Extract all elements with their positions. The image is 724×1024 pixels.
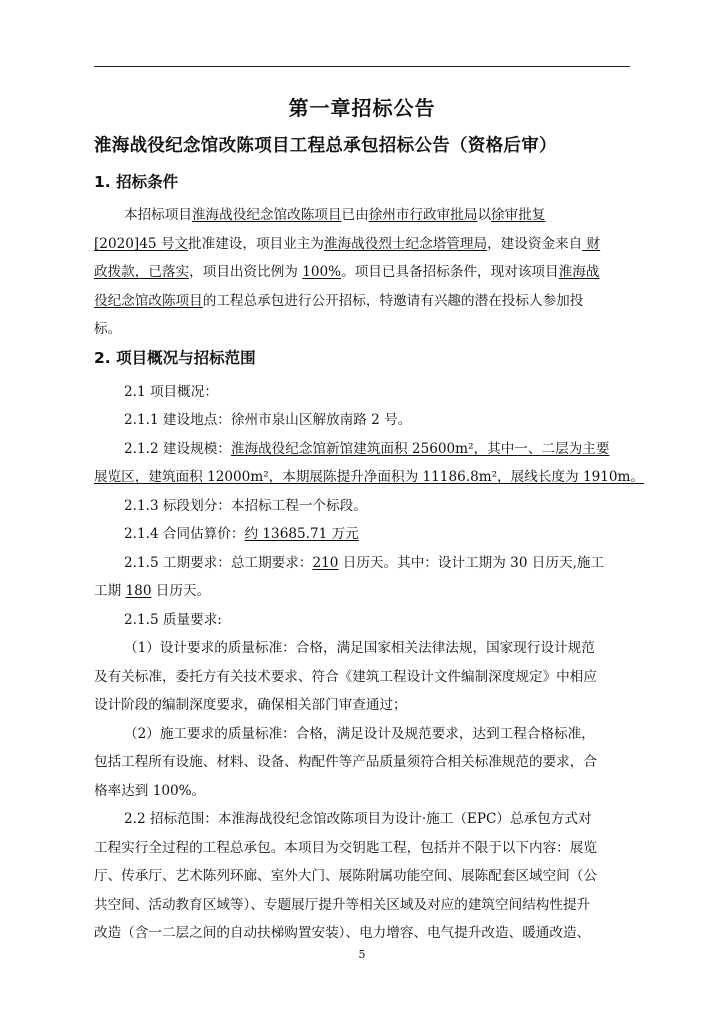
text: 的工程总承包进行公开招标，特邀请有兴趣的潜在投标人参加投 <box>202 293 584 309</box>
total-days: 210 <box>312 555 339 571</box>
paragraph-line <box>94 260 599 280</box>
text: 2.1.1 建设地点： <box>124 412 231 428</box>
text: 。项目已具备招标条件，现对该项目 <box>341 264 559 280</box>
announcement-title: 淮海战役纪念馆改陈项目工程总承包招标公告（资格后审） <box>94 136 557 156</box>
paragraph-line: 及有关标准，委托方有关技术要求、符合《建筑工程设计文件编制深度规定》中相应 <box>94 669 597 685</box>
text: 日历天。 <box>151 583 211 599</box>
quality-label: 2.1.5 质量要求: <box>124 612 222 628</box>
paragraph-line: 包括工程所有设施、材料、设备、构配件等产品质量须符合相关标准规范的要求，合 <box>94 754 597 770</box>
fund-source-cont: 政拨款，已落实 <box>94 264 190 280</box>
scale-line <box>94 465 644 485</box>
paragraph-line: 设计阶段的编制深度要求，确保相关部门审查通过； <box>94 697 407 713</box>
text: ，建设资金来自 <box>487 236 583 252</box>
approval-doc: 徐审批复 <box>491 207 546 223</box>
overview-label: 2.1 项目概况： <box>124 384 218 400</box>
chapter-title: 第一章招标公告 <box>288 96 436 120</box>
text: 工期 <box>94 583 126 599</box>
approval-authority: 徐州市行政审批局 <box>368 207 478 223</box>
paragraph-line: 共空间、活动教育区域等）、专题展厅提升等相关区域及对应的建筑空间结构性提升 <box>94 897 591 913</box>
section-1-heading: 1. 招标条件 <box>94 173 179 191</box>
project-name: 淮海战 <box>558 264 600 280</box>
paragraph-line: （2）施工要求的质量标准：合格，满足设计及规范要求，达到工程合格标准， <box>124 726 595 742</box>
funding-ratio: 100% <box>302 264 342 280</box>
period-line <box>94 579 210 599</box>
text: 以 <box>477 207 492 223</box>
period-line <box>124 551 604 571</box>
lots-line: 2.1.3 标段划分：本招标工程一个标段。 <box>124 498 367 514</box>
paragraph-line: 工程实行全过程的工程总承包。本项目为交钥匙工程，包括并不限于以下内容：展览 <box>94 840 597 856</box>
price-value: 约 13685.71 万元 <box>244 526 359 542</box>
section-2-heading: 2. 项目概况与招标范围 <box>94 349 256 367</box>
scale-line <box>124 437 609 457</box>
page-number: 5 <box>358 948 366 961</box>
project-name: 淮海战役纪念馆改陈项目 <box>191 207 342 223</box>
construction-days: 180 <box>125 583 152 599</box>
paragraph-line: 厅、传承厅、艺术陈列环廊、室外大门、展陈附属功能空间、展陈配套区域空间（公 <box>94 868 597 884</box>
project-name-cont: 役纪念馆改陈项目 <box>94 293 203 309</box>
text: 已由 <box>341 207 369 223</box>
paragraph-line: 改造（含一二层之间的自动扶梯购置安装）、电力增容、电气提升改造、暖通改造、 <box>94 925 591 941</box>
text: 批准建设，项目业主为 <box>188 236 324 252</box>
paragraph-line <box>94 232 600 252</box>
project-owner: 淮海战役烈士纪念塔管理局 <box>323 236 488 252</box>
paragraph-line: 2.2 招标范围：本淮海战役纪念馆改陈项目为设计·施工（EPC）总承包方式对 <box>124 811 592 827</box>
text: 2.1.5 工期要求：总工期要求： <box>124 555 313 571</box>
paragraph-line: （1）设计要求的质量标准：合格，满足国家相关法律法规，国家现行设计规范 <box>124 640 595 656</box>
header-rule <box>94 66 630 67</box>
paragraph-line <box>94 289 583 309</box>
text: 2.1.2 建设规模： <box>124 441 231 457</box>
paragraph-line <box>124 203 545 223</box>
text: 2.1.4 合同估算价： <box>124 526 245 542</box>
location-value: 徐州市泉山区解放南路 2 号 <box>230 412 398 428</box>
paragraph-line: 格率达到 100%。 <box>94 783 206 799</box>
location-line <box>124 408 411 428</box>
scale-value: 淮海战役纪念馆新馆建筑面积 25600m²，其中一、二层为主要 <box>230 441 610 457</box>
text: 。 <box>397 412 412 428</box>
text: 日历天。其中：设计工期为 30 日历天,施工 <box>338 555 605 571</box>
price-line <box>124 522 359 542</box>
text: 本招标项目 <box>124 207 192 223</box>
paragraph-line: 标。 <box>94 321 122 337</box>
fund-source: 财 <box>582 236 601 252</box>
scale-value-cont: 展览区，建筑面积 12000m²，本期展陈提升净面积为 11186.8m²，展线长度为 1910m。 <box>94 469 645 485</box>
approval-doc-number: [2020]45 号文 <box>94 236 189 252</box>
text: ，项目出资比例为 <box>189 264 303 280</box>
